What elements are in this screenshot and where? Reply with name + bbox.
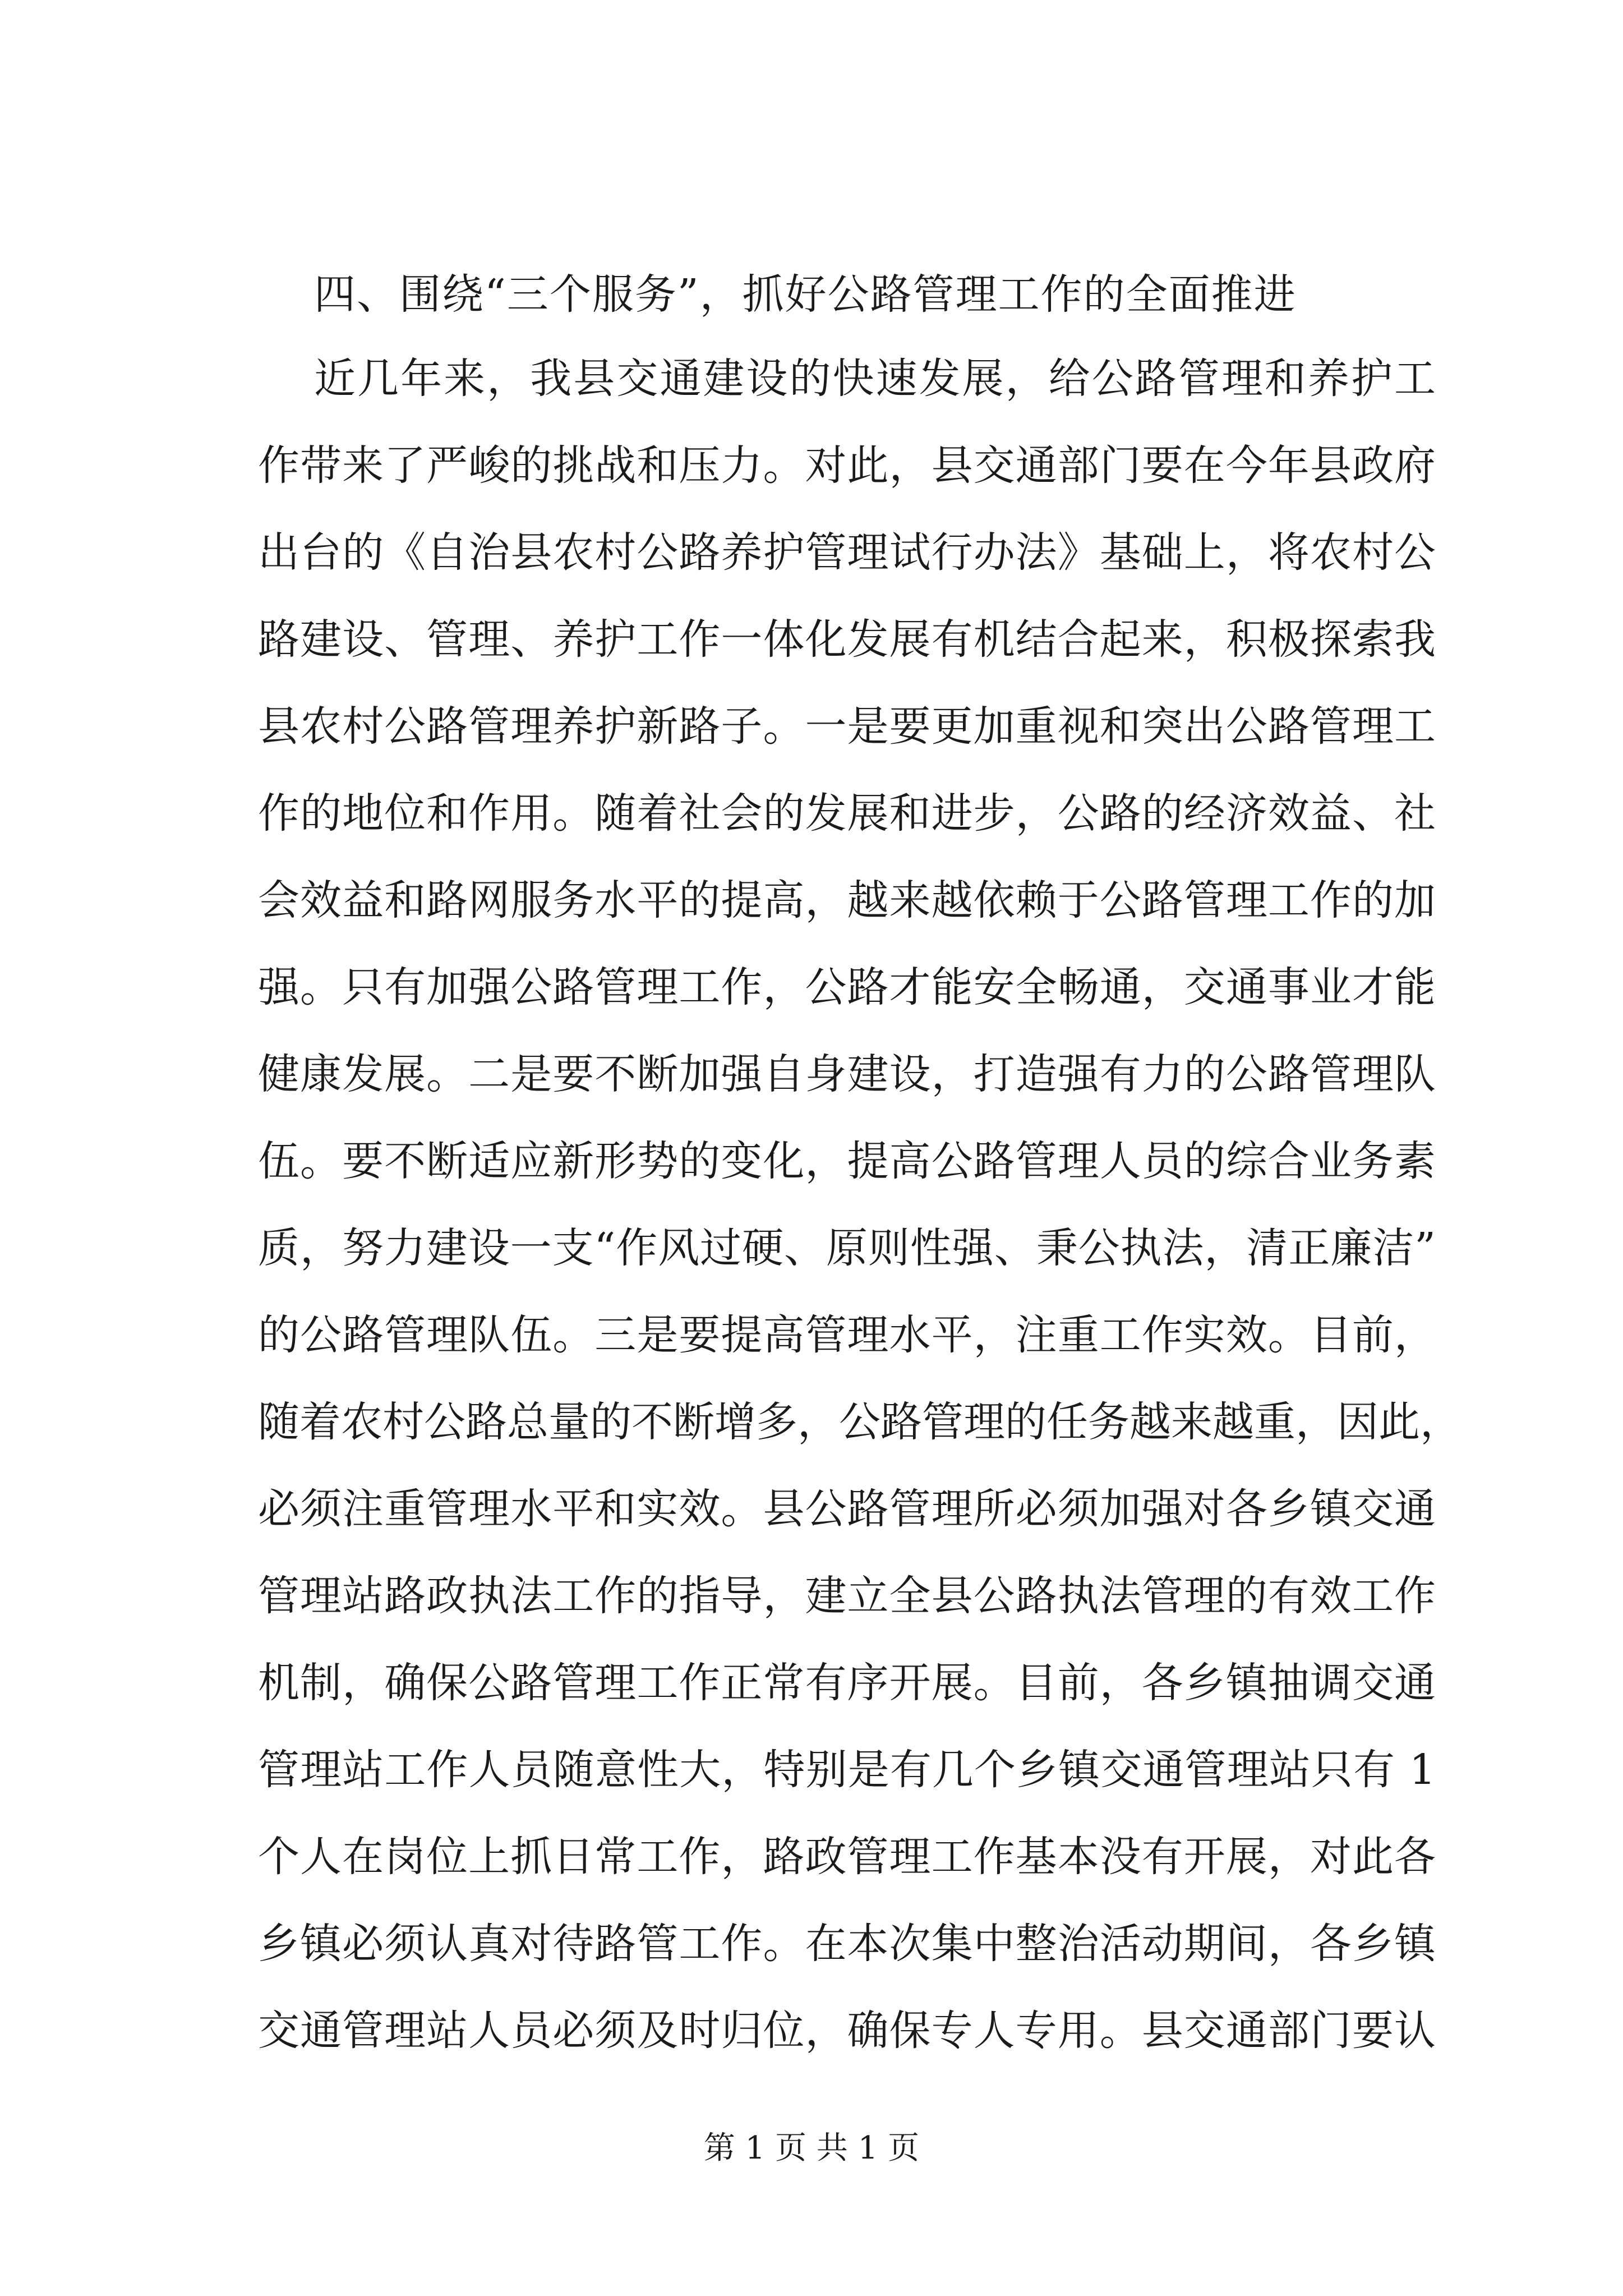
paragraph-line: 质，努力建设一支“作风过硬、原则性强、秉公执法，清正廉洁” (258, 1224, 1436, 1272)
paragraph-line: 作带来了严峻的挑战和压力。对此，县交通部门要在今年县政府 (258, 441, 1436, 490)
section-heading: 四、围绕“三个服务”，抓好公路管理工作的全面推进 (314, 270, 1297, 319)
paragraph-line: 随着农村公路总量的不断增多，公路管理的任务越来越重，因此， (258, 1398, 1461, 1446)
paragraph-line: 的公路管理队伍。三是要提高管理水平，注重工作实效。目前， (258, 1311, 1436, 1359)
paragraph-line: 管理站工作人员随意性大，特别是有几个乡镇交通管理站只有 1 (258, 1746, 1436, 1794)
paragraph-line: 管理站路政执法工作的指导，建立全县公路执法管理的有效工作 (258, 1572, 1436, 1620)
paragraph-line: 伍。要不断适应新形势的变化，提高公路管理人员的综合业务素 (258, 1137, 1436, 1185)
paragraph-line: 近几年来，我县交通建设的快速发展，给公路管理和养护工 (314, 355, 1436, 403)
paragraph-line: 健康发展。二是要不断加强自身建设，打造强有力的公路管理队 (258, 1050, 1436, 1098)
paragraph-line: 强。只有加强公路管理工作，公路才能安全畅通，交通事业才能 (258, 963, 1436, 1011)
paragraph-line: 机制，确保公路管理工作正常有序开展。目前，各乡镇抽调交通 (258, 1659, 1436, 1707)
paragraph-line: 会效益和路网服务水平的提高，越来越依赖于公路管理工作的加 (258, 876, 1436, 924)
paragraph-line: 乡镇必须认真对待路管工作。在本次集中整治活动期间，各乡镇 (258, 1920, 1436, 1968)
paragraph-line: 作的地位和作用。随着社会的发展和进步，公路的经济效益、社 (258, 789, 1436, 838)
paragraph-line: 个人在岗位上抓日常工作，路政管理工作基本没有开展，对此各 (258, 1833, 1436, 1881)
paragraph-line: 交通管理站人员必须及时归位，确保专人专用。县交通部门要认 (258, 2007, 1436, 2055)
paragraph-line: 路建设、管理、养护工作一体化发展有机结合起来，积极探索我 (258, 615, 1436, 664)
paragraph-line: 出台的《自治县农村公路养护管理试行办法》基础上，将农村公 (258, 528, 1436, 577)
page-footer: 第 1 页 共 1 页 (703, 2130, 920, 2166)
paragraph-line: 必须注重管理水平和实效。县公路管理所必须加强对各乡镇交通 (258, 1485, 1436, 1533)
paragraph-line: 县农村公路管理养护新路子。一是要更加重视和突出公路管理工 (258, 702, 1436, 751)
